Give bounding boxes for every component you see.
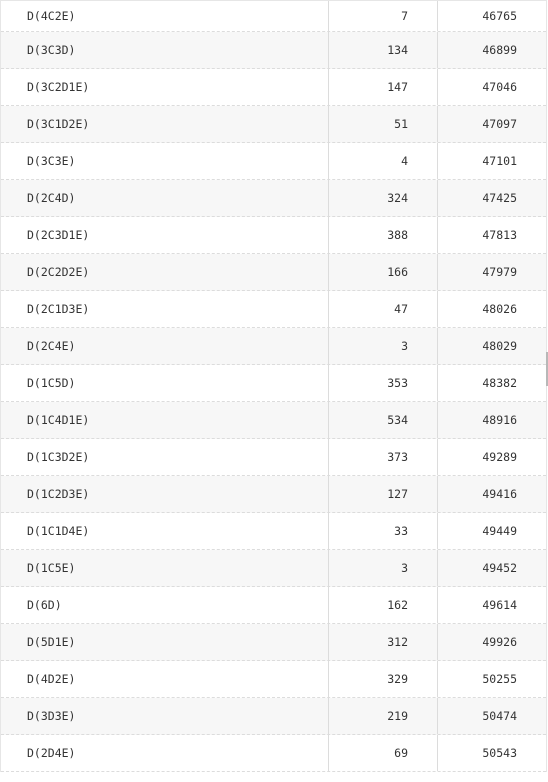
name-cell: D(2C2D2E) bbox=[1, 254, 329, 290]
count-cell: 51 bbox=[329, 106, 438, 142]
cumulative-cell: 48916 bbox=[482, 413, 517, 427]
table-row bbox=[1, 513, 546, 550]
cumulative-cell: 47979 bbox=[482, 265, 517, 279]
count-cell: 534 bbox=[329, 402, 438, 438]
table-row bbox=[1, 587, 546, 624]
cumulative-cell: 49926 bbox=[482, 635, 517, 649]
table-row bbox=[1, 624, 546, 661]
name-cell: D(2C4E) bbox=[1, 328, 329, 364]
table-row bbox=[1, 69, 546, 106]
name-cell: D(2D4E) bbox=[1, 735, 329, 771]
name-cell: D(1C2D3E) bbox=[1, 476, 329, 512]
table-row bbox=[1, 328, 546, 365]
count-cell: 7 bbox=[329, 1, 438, 31]
count-cell: 373 bbox=[329, 439, 438, 475]
cumulative-cell: 50255 bbox=[482, 672, 517, 686]
cumulative-cell: 46899 bbox=[482, 43, 517, 57]
cumulative-cell: 47101 bbox=[482, 154, 517, 168]
table-row bbox=[1, 402, 546, 439]
cumulative-cell: 48026 bbox=[482, 302, 517, 316]
cumulative-cell: 50474 bbox=[482, 709, 517, 723]
count-cell: 69 bbox=[329, 735, 438, 771]
name-cell: D(2C1D3E) bbox=[1, 291, 329, 327]
table-row bbox=[1, 698, 546, 735]
count-cell: 324 bbox=[329, 180, 438, 216]
name-cell: D(5D1E) bbox=[1, 624, 329, 660]
table-row bbox=[1, 661, 546, 698]
table-row bbox=[1, 143, 546, 180]
name-cell: D(3C3E) bbox=[1, 143, 329, 179]
name-cell: D(2C3D1E) bbox=[1, 217, 329, 253]
cumulative-cell: 50543 bbox=[482, 746, 517, 760]
table-row bbox=[1, 476, 546, 513]
count-cell: 329 bbox=[329, 661, 438, 697]
table-row bbox=[1, 180, 546, 217]
table-row bbox=[1, 439, 546, 476]
cumulative-cell: 46765 bbox=[482, 9, 517, 23]
count-cell: 3 bbox=[329, 328, 438, 364]
count-cell: 162 bbox=[329, 587, 438, 623]
count-cell: 353 bbox=[329, 365, 438, 401]
name-cell: D(1C5E) bbox=[1, 550, 329, 586]
table-row bbox=[1, 1, 546, 32]
count-cell: 127 bbox=[329, 476, 438, 512]
cumulative-cell: 48029 bbox=[482, 339, 517, 353]
cumulative-cell: 49449 bbox=[482, 524, 517, 538]
count-cell: 3 bbox=[329, 550, 438, 586]
name-cell: D(2C4D) bbox=[1, 180, 329, 216]
name-cell: D(1C5D) bbox=[1, 365, 329, 401]
cumulative-cell: 47046 bbox=[482, 80, 517, 94]
table-row bbox=[1, 365, 546, 402]
table-row bbox=[1, 291, 546, 328]
name-cell: D(1C1D4E) bbox=[1, 513, 329, 549]
count-cell: 33 bbox=[329, 513, 438, 549]
name-cell: D(3D3E) bbox=[1, 698, 329, 734]
name-cell: D(3C2D1E) bbox=[1, 69, 329, 105]
count-cell: 4 bbox=[329, 143, 438, 179]
name-cell: D(6D) bbox=[1, 587, 329, 623]
table-row bbox=[1, 217, 546, 254]
name-cell: D(3C3D) bbox=[1, 32, 329, 68]
name-cell: D(4C2E) bbox=[1, 1, 329, 31]
cumulative-cell: 48382 bbox=[482, 376, 517, 390]
cumulative-cell: 49416 bbox=[482, 487, 517, 501]
count-cell: 134 bbox=[329, 32, 438, 68]
count-cell: 166 bbox=[329, 254, 438, 290]
cumulative-cell: 49452 bbox=[482, 561, 517, 575]
count-cell: 312 bbox=[329, 624, 438, 660]
table-row bbox=[1, 550, 546, 587]
cumulative-cell: 49614 bbox=[482, 598, 517, 612]
count-cell: 47 bbox=[329, 291, 438, 327]
name-cell: D(3C1D2E) bbox=[1, 106, 329, 142]
table-row bbox=[1, 32, 546, 69]
count-cell: 147 bbox=[329, 69, 438, 105]
count-cell: 219 bbox=[329, 698, 438, 734]
cumulative-cell: 47097 bbox=[482, 117, 517, 131]
table-row bbox=[1, 106, 546, 143]
table-row bbox=[1, 254, 546, 291]
name-cell: D(4D2E) bbox=[1, 661, 329, 697]
table-row bbox=[1, 735, 546, 772]
name-cell: D(1C4D1E) bbox=[1, 402, 329, 438]
cumulative-cell: 47813 bbox=[482, 228, 517, 242]
name-cell: D(1C3D2E) bbox=[1, 439, 329, 475]
cumulative-cell: 47425 bbox=[482, 191, 517, 205]
count-cell: 388 bbox=[329, 217, 438, 253]
cumulative-cell: 49289 bbox=[482, 450, 517, 464]
